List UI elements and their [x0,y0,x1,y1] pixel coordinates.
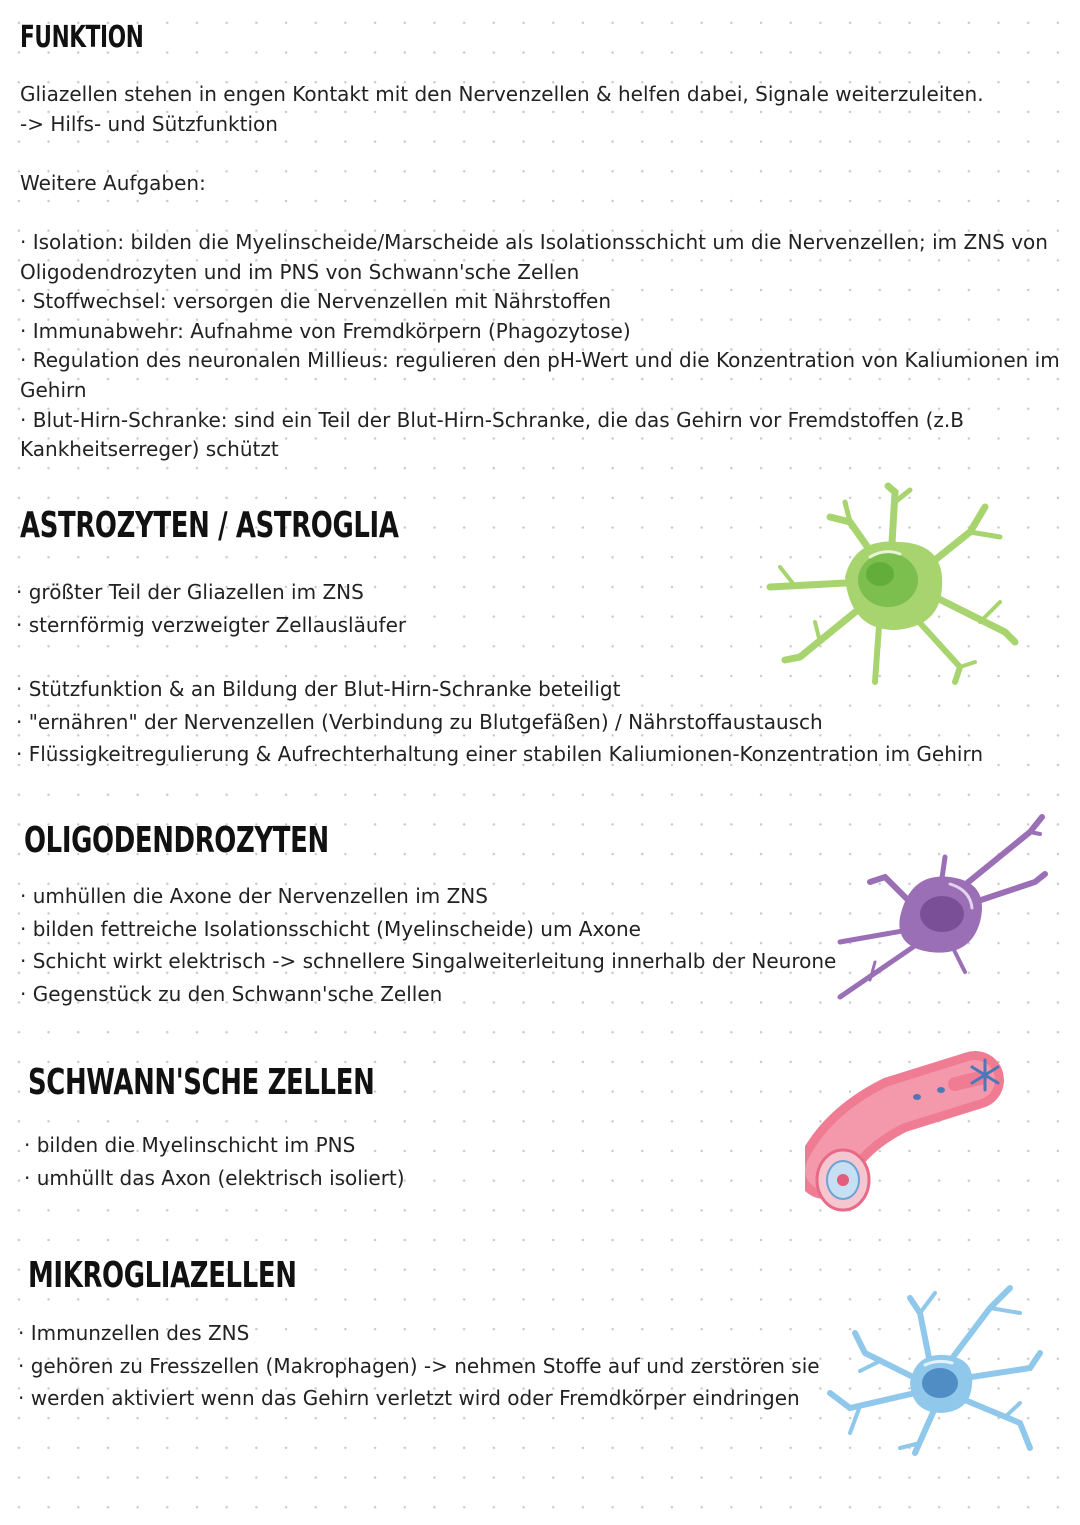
schwann-list [24,1129,405,1194]
astrozyten-list-2 [16,673,983,771]
schwann-cell-illustration [805,1050,1010,1215]
list-item: · Flüssigkeitregulierung & Aufrechterhaltung einer stabilen Kaliumionen-Konzentration im Gehirn [16,738,983,771]
heading-funktion: FUNKTION [20,20,144,55]
funktion-task-list [20,228,1065,465]
funktion-arrow: -> Hilfs- und Sützfunktion [20,112,278,136]
list-item: · sternförmig verzweigter Zellausläufer [16,609,406,642]
astrozyten-list-1 [16,576,406,641]
mikroglia-list [18,1317,820,1415]
list-item: · Stützfunktion & an Bildung der Blut-Hirn-Schranke beteiligt [16,673,983,706]
microglia-illustration [820,1283,1045,1463]
astrocyte-illustration [760,482,1020,687]
list-item: · größter Teil der Gliazellen im ZNS [16,576,406,609]
list-item: · Schicht wirkt elektrisch -> schnellere Singalweiterleitung innerhalb der Neurone [20,945,836,978]
list-item: · Isolation: bilden die Myelinscheide/Marscheide als Isolationsschicht um die Nervenzellen; im ZNS von Oligodendrozyten und im PNS von Schwann'sche Zellen [20,228,1065,287]
oligodendrozyten-list [20,880,836,1010]
list-item: · Stoffwechsel: versorgen die Nervenzellen mit Nährstoffen [20,287,1065,317]
list-item: · "ernähren" der Nervenzellen (Verbindung zu Blutgefäßen) / Nährstoffaustausch [16,706,983,739]
list-item: · Immunabwehr: Aufnahme von Fremdkörpern (Phagozytose) [20,317,1065,347]
list-item: · umhüllen die Axone der Nervenzellen im ZNS [20,880,836,913]
list-item: · gehören zu Fresszellen (Makrophagen) -> nehmen Stoffe auf und zerstören sie [18,1350,820,1383]
list-item: · bilden fettreiche Isolationsschicht (Myelinscheide) um Axone [20,913,836,946]
list-item: · bilden die Myelinschicht im PNS [24,1129,405,1162]
funktion-subheading: Weitere Aufgaben: [20,171,206,195]
list-item: · Regulation des neuronalen Millieus: regulieren den pH-Wert und die Konzentration von Kaliumionen im Gehirn [20,346,1065,405]
heading-schwann: SCHWANN'SCHE ZELLEN [28,1062,375,1103]
list-item: · Immunzellen des ZNS [18,1317,820,1350]
list-item: · Blut-Hirn-Schranke: sind ein Teil der Blut-Hirn-Schranke, die das Gehirn vor Fremdstoffen (z.B Kankheitserreger) schützt [20,406,1065,465]
funktion-intro: Gliazellen stehen in engen Kontakt mit den Nervenzellen & helfen dabei, Signale weiterzuleiten. [20,82,984,106]
list-item: · werden aktiviert wenn das Gehirn verletzt wird oder Fremdkörper eindringen [18,1382,820,1415]
heading-astrozyten: ASTROZYTEN / ASTROGLIA [20,505,399,546]
heading-oligodendrozyten: OLIGODENDROZYTEN [24,820,329,861]
list-item: · Gegenstück zu den Schwann'sche Zellen [20,978,836,1011]
heading-mikroglia: MIKROGLIAZELLEN [28,1255,297,1296]
oligodendrocyte-illustration [830,812,1050,1007]
list-item: · umhüllt das Axon (elektrisch isoliert) [24,1162,405,1195]
